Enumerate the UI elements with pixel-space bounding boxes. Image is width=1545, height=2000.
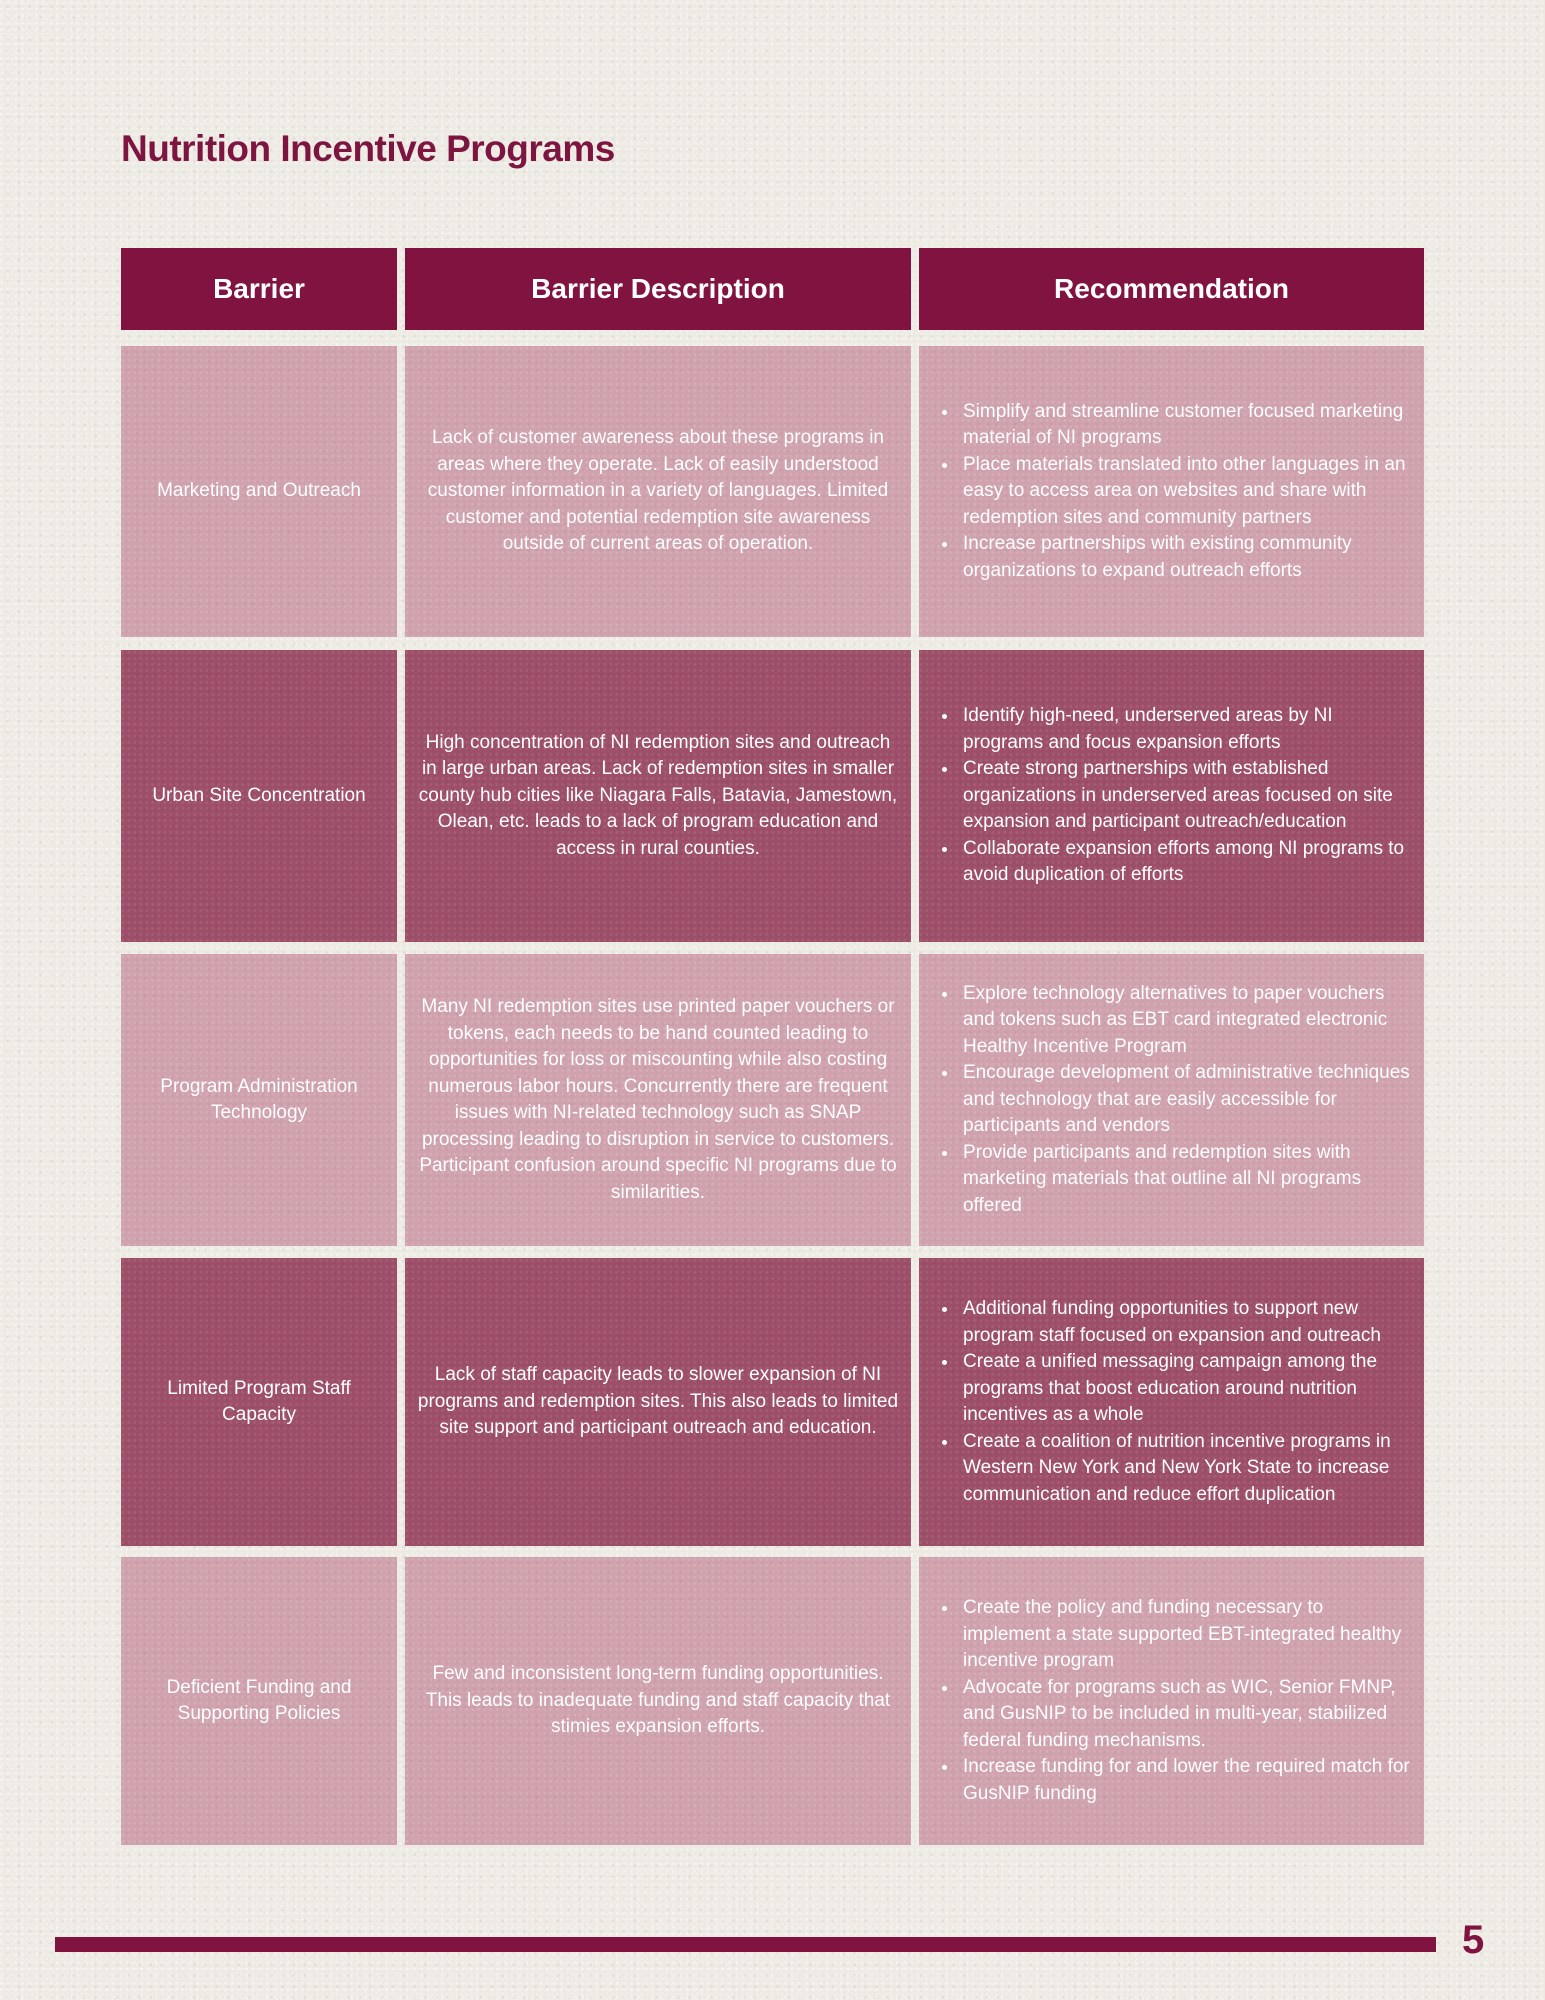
row-4-barrier — [121, 1258, 397, 1546]
recommendation-list — [931, 1296, 1416, 1508]
recommendation-list — [931, 981, 1416, 1220]
row-4-description — [405, 1258, 911, 1546]
recommendation-item: • Place materials translated into other languages in an easy to access area on websites and share with redemption sites and community partners — [959, 452, 1416, 532]
row-2-barrier — [121, 650, 397, 942]
description-text: Lack of staff capacity leads to slower expansion of NI programs and redemption sites. This also leads to limited site support and participant outreach and education. — [417, 1364, 899, 1439]
row-5-barrier — [121, 1557, 397, 1845]
recommendation-item: • Simplify and streamline customer focused marketing material of NI programs — [959, 399, 1416, 452]
page-number: 5 — [1462, 1918, 1485, 1962]
barrier-text: Deficient Funding and Supporting Policies — [166, 1676, 352, 1724]
recommendation-item: • Additional funding opportunities to support new program staff focused on expansion and outreach — [959, 1296, 1416, 1349]
header-recommendation: Recommendation — [919, 248, 1424, 330]
row-2-description — [405, 650, 911, 942]
recommendation-item: • Increase funding for and lower the required match for GusNIP funding — [959, 1754, 1416, 1807]
recommendation-item: • Create a unified messaging campaign among the programs that boost education around nutrition incentives as a whole — [959, 1349, 1416, 1429]
barrier-text: Urban Site Concentration — [152, 784, 366, 806]
recommendation-item: • Provide participants and redemption sites with marketing materials that outline all NI programs offered — [959, 1140, 1416, 1220]
header-barrier: Barrier — [121, 248, 397, 330]
recommendation-item: • Increase partnerships with existing community organizations to expand outreach efforts — [959, 531, 1416, 584]
header-description: Barrier Description — [405, 248, 911, 330]
recommendation-item: • Encourage development of administrative techniques and technology that are easily accessible for participants and vendors — [959, 1060, 1416, 1140]
recommendation-list — [931, 1595, 1416, 1807]
barrier-text: Marketing and Outreach — [157, 480, 361, 502]
recommendation-item: • Create the policy and funding necessary to implement a state supported EBT-integrated healthy incentive program — [959, 1595, 1416, 1675]
row-5-description — [405, 1557, 911, 1845]
row-3-description — [405, 954, 911, 1246]
page-title: Nutrition Incentive Programs — [121, 128, 615, 169]
recommendation-item: • Create a coalition of nutrition incentive programs in Western New York and New York State to increase communication and reduce effort duplication — [959, 1429, 1416, 1509]
description-text: Lack of customer awareness about these programs in areas where they operate. Lack of easily understood customer information in a variety of languages. Limited customer and potential redemption site awareness outside of current areas of operation. — [427, 427, 889, 555]
row-3-barrier — [121, 954, 397, 1246]
row-3-recommendation — [919, 954, 1424, 1246]
row-1-barrier — [121, 346, 397, 637]
recommendation-item: • Explore technology alternatives to paper vouchers and tokens such as EBT card integrated electronic Healthy Incentive Program — [959, 981, 1416, 1061]
description-text: High concentration of NI redemption sites and outreach in large urban areas. Lack of redemption sites in smaller county hub cities like Niagara Falls, Batavia, Jamestown, Olean, etc. leads to a lack of program education and access in rural counties. — [418, 731, 898, 859]
row-2-recommendation — [919, 650, 1424, 942]
barrier-text: Program Administration Technology — [160, 1075, 358, 1123]
row-5-recommendation — [919, 1557, 1424, 1845]
recommendation-item: • Identify high-need, underserved areas by NI programs and focus expansion efforts — [959, 703, 1416, 756]
recommendation-item: • Create strong partnerships with established organizations in underserved areas focused on site expansion and participant outreach/education — [959, 756, 1416, 836]
recommendation-item: • Collaborate expansion efforts among NI programs to avoid duplication of efforts — [959, 836, 1416, 889]
description-text: Few and inconsistent long-term funding opportunities. This leads to inadequate funding and staff capacity that stimies expansion efforts. — [425, 1663, 891, 1738]
recommendation-item: • Advocate for programs such as WIC, Senior FMNP, and GusNIP to be included in multi-year, stabilized federal funding mechanisms. — [959, 1675, 1416, 1755]
footer-bar — [55, 1937, 1436, 1952]
description-text: Many NI redemption sites use printed paper vouchers or tokens, each needs to be hand counted leading to opportunities for loss or miscounting while also costing numerous labor hours. Concurrently there are frequent issues with NI-related technology such as SNAP processing leading to disruption in service to customers. Participant confusion around specific NI programs due to similarities. — [419, 996, 897, 1203]
row-4-recommendation — [919, 1258, 1424, 1546]
barrier-text: Limited Program Staff Capacity — [167, 1377, 351, 1425]
row-1-description — [405, 346, 911, 637]
recommendation-list — [931, 399, 1416, 585]
recommendation-list — [931, 703, 1416, 889]
row-1-recommendation — [919, 346, 1424, 637]
